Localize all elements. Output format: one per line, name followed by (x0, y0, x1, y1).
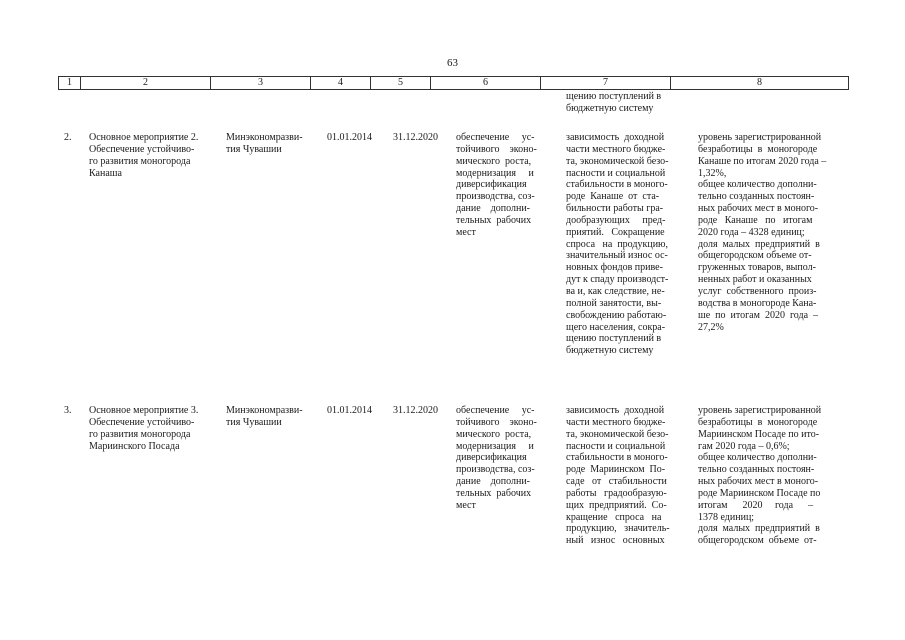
row-goal: обеспечение ус- тойчивого эконо- мического роста, модернизация и диверсификация производства, соз- дание дополни- тельных рабочих мест (456, 405, 537, 511)
header-col-3: 3 (211, 77, 311, 90)
header-col-6: 6 (431, 77, 541, 90)
page-number: 63 (447, 57, 458, 69)
header-col-2: 2 (81, 77, 211, 90)
row-number: 2. (64, 132, 72, 143)
row-start-date: 01.01.2014 (327, 405, 372, 416)
header-col-5: 5 (371, 77, 431, 90)
row-risks: зависимость доходной части местного бюдже- та, экономической безо- пасности и социальной стабильности в моного- роде Мариинском По- саде от стабильности работы градообразую- щих предприятий. Со- кращение спроса на продукцию, значитель- ный износ основных (566, 405, 670, 547)
row-goal: обеспечение ус- тойчивого эконо- мического роста, модернизация и диверсификация производства, соз- дание дополни- тельных рабочих мест (456, 132, 537, 238)
row-end-date: 31.12.2020 (393, 132, 438, 143)
row-indicators: уровень зарегистрированной безработицы в моногороде Канаше по итогам 2020 года – 1,32%, общее количество дополни- тельно созданных постоян- ных рабочих мест в моного- роде Канаше по итогам 2020 года – 4328 единиц; доля малых предприятий в общегородском объеме от- груженных товаров, выпол- ненных работ и оказанных услуг собственного произ- водства в моногороде Кана- ше по итогам 2020 года – 27,2% (698, 132, 827, 333)
row-risks: зависимость доходной части местного бюдже- та, экономической безо- пасности и социальной стабильности в моного- роде Канаше от ста- бильности работы гра- дообразующих пред- приятий. Сокращение спроса на продукцию, значительный износ ос- новных фондов приве- дут к спаду производст- ва и, как следствие, не- полной занятости, вы- свобождению работаю- щего населения, сокра- щению поступлений в бюджетную систему (566, 132, 669, 357)
row-number: 3. (64, 405, 72, 416)
row-measure: Основное мероприятие 2. Обеспечение устойчиво- го развития моногорода Канаша (89, 132, 199, 179)
header-col-1: 1 (59, 77, 81, 90)
row-executor: Минэкономразви- тия Чувашии (226, 405, 303, 428)
row-executor: Минэкономразви- тия Чувашии (226, 132, 303, 155)
row-start-date: 01.01.2014 (327, 132, 372, 143)
row-indicators: уровень зарегистрированной безработицы в моногороде Мариинском Посаде по ито- гам 2020 года – 0,6%; общее количество дополни- тельно созданных постоян- ных рабочих мест в моного- роде Мариинском Посаде по итогам 2020 года – 1378 единиц; доля малых предприятий в общегородском объеме от- (698, 405, 822, 547)
continuation-risks: щению поступлений в бюджетную систему (566, 91, 662, 114)
row-measure: Основное мероприятие 3. Обеспечение устойчиво- го развития моногорода Мариинского Посада (89, 405, 199, 452)
row-end-date: 31.12.2020 (393, 405, 438, 416)
header-col-4: 4 (311, 77, 371, 90)
header-col-7: 7 (541, 77, 671, 90)
header-col-8: 8 (671, 77, 849, 90)
table-header (58, 76, 849, 90)
